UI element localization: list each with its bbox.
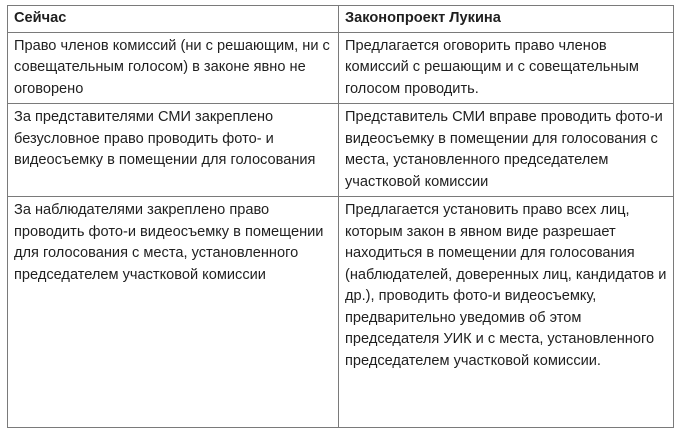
cell-current: За наблюдателями закреплено право проводить фото-и видеосъемку в помещении для голосования с места, установленного председателем участковой комиссии — [8, 197, 339, 428]
table-row — [8, 104, 674, 197]
header-bill: Законопроект Лукина — [339, 6, 674, 33]
cell-bill: Представитель СМИ вправе проводить фото-и видеосъемку в помещении для голосования с места, установленного председателем участковой комиссии — [339, 104, 674, 197]
cell-bill: Предлагается установить право всех лиц, которым закон в явном виде разрешает находиться в помещении для голосования (наблюдателей, доверенных лиц, кандидатов и др.), проводить фото-и видеосъемку, предварительно уведомив об этом председателя УИК и с места, установленного председателем участковой комиссии. — [339, 197, 674, 428]
table-row — [8, 197, 674, 428]
table-row — [8, 32, 674, 104]
comparison-table — [7, 5, 674, 428]
cell-current: За представителями СМИ закреплено безусловное право проводить фото- и видеосъемку в помещении для голосования — [8, 104, 339, 197]
clipped-previous-text — [0, 0, 680, 4]
cell-bill: Предлагается оговорить право членов комиссий с решающим и с совещательным голосом проводить. — [339, 32, 674, 104]
cell-current: Право членов комиссий (ни с решающим, ни с совещательным голосом) в законе явно не оговорено — [8, 32, 339, 104]
table-header-row — [8, 6, 674, 33]
header-current: Сейчас — [8, 6, 339, 33]
